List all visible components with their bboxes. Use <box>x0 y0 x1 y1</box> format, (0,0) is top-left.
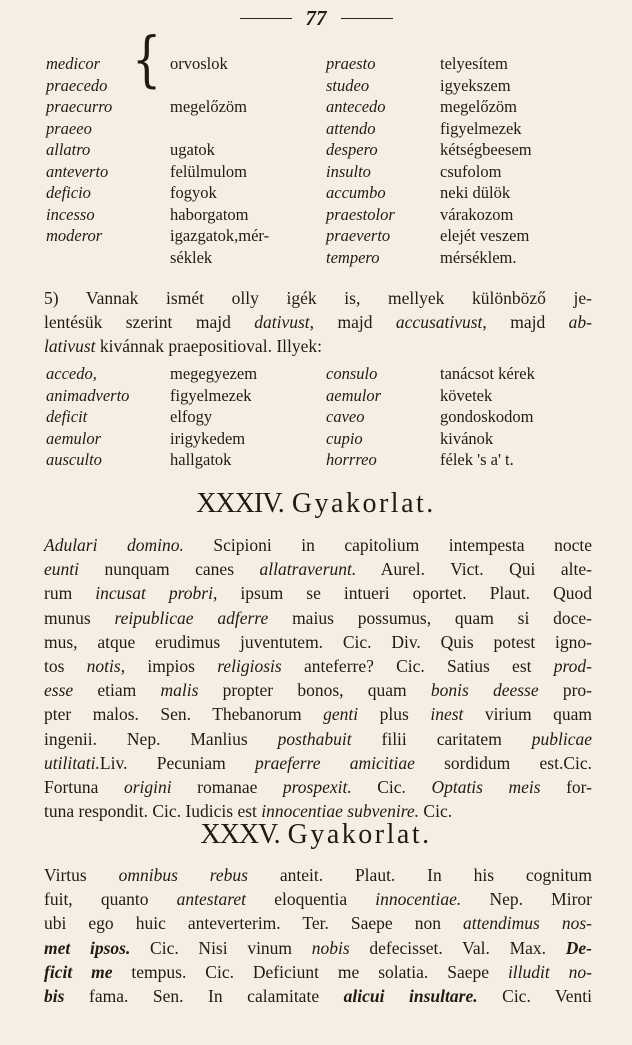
text-line: bis fama. Sen. In calamitate alicui insultare. Cic. Venti <box>44 986 592 1007</box>
latin-word: deficio <box>46 183 91 202</box>
vocab-row <box>46 386 594 408</box>
text-line: ficit me tempus. Cic. Deficiunt me solatia. Saepe illudit no- <box>44 961 593 982</box>
vocab-row <box>46 162 594 184</box>
heading-word: Gyakorlat. <box>287 819 432 850</box>
hungarian-meaning: igazgatok,mér- <box>170 226 270 245</box>
heading-word: Gyakorlat. <box>291 488 436 519</box>
vocab-row <box>46 119 594 141</box>
hungarian-meaning: mérséklem. <box>440 247 517 267</box>
latin-word: praeverto <box>326 226 391 245</box>
vocab-row <box>46 226 594 248</box>
hungarian-meaning: neki dülök <box>440 183 511 202</box>
latin-word: aemulor <box>46 428 101 448</box>
hungarian-meaning: ugatok <box>170 140 215 159</box>
text-line: lativust kivánnak praepositioval. Illyek: <box>44 336 322 357</box>
latin-word: moderor <box>46 226 103 245</box>
hungarian-meaning: hallgatok <box>170 450 232 469</box>
grouping-brace: { <box>132 23 162 94</box>
hungarian-meaning: orvoslok <box>170 54 228 73</box>
latin-word: accedo, <box>46 364 97 383</box>
hungarian-meaning: követek <box>440 385 493 405</box>
text-line: munus reipublicae adferre maius possumus, quam si doce- <box>44 607 592 628</box>
hungarian-meaning: megegyezem <box>170 364 258 383</box>
latin-word: cupio <box>326 428 363 448</box>
latin-word: tempero <box>326 247 380 267</box>
page-header <box>0 6 632 31</box>
latin-word: incesso <box>46 204 95 224</box>
hungarian-meaning: elejét veszem <box>440 226 530 245</box>
latin-word: insulto <box>326 161 371 181</box>
latin-word: ausculto <box>46 450 102 469</box>
latin-word: despero <box>326 140 378 159</box>
text-line: esse etiam malis propter bonos, quam bonis deesse pro- <box>44 680 593 701</box>
vocab-row <box>46 429 594 451</box>
hungarian-meaning: kivánok <box>440 428 494 448</box>
vocab-row <box>46 407 594 429</box>
text-line: lentésük szerint majd dativust, majd accusativust, majd ab- <box>44 312 592 333</box>
hungarian-meaning: séklek <box>170 247 213 267</box>
latin-word: allatro <box>46 140 91 159</box>
latin-word: studeo <box>326 75 370 95</box>
latin-word: praecedo <box>46 75 108 95</box>
page-number: 77 <box>305 6 327 30</box>
vocab-row <box>46 450 594 472</box>
text-line: Virtus omnibus rebus anteit. Plaut. In his cognitum <box>44 865 592 885</box>
latin-word: horrreo <box>326 450 377 469</box>
section-heading-35 <box>0 819 632 851</box>
hungarian-meaning: fogyok <box>170 183 217 202</box>
vocabulary-table-top <box>46 54 594 269</box>
text-line: eunti nunquam canes allatraverunt. Aurel. Vict. Qui alte- <box>44 559 592 580</box>
hungarian-meaning: felülmulom <box>170 161 247 181</box>
text-line: tuna respondit. Cic. Iudicis est innocentiae subvenire. Cic. <box>44 801 453 822</box>
hungarian-meaning: figyelmezek <box>440 118 522 138</box>
latin-word: medicor <box>46 54 101 73</box>
latin-word: accumbo <box>326 183 386 202</box>
hungarian-meaning: telyesítem <box>440 54 508 73</box>
heading-numeral: XXXIV. <box>196 488 284 519</box>
text-line: mus, atque erudimus juventutem. Cic. Div. Quis potest igno- <box>44 631 592 652</box>
text-line: utilitati.Liv. Pecuniam praeferre amicitiae sordidum est.Cic. <box>44 752 592 773</box>
hungarian-meaning: igyekszem <box>440 75 511 95</box>
latin-word: antecedo <box>326 97 386 116</box>
latin-word: animadverto <box>46 385 130 405</box>
vocab-row <box>46 76 594 98</box>
text-line: rum incusat probri, ipsum se intueri oportet. Plaut. Quod <box>44 583 592 604</box>
hungarian-meaning: elfogy <box>170 407 213 426</box>
latin-word: praeeo <box>46 118 92 138</box>
vocab-row <box>46 248 594 270</box>
text-line: fuit, quanto antestaret eloquentia innocentiae. Nep. Miror <box>44 889 592 910</box>
text-line: met ipsos. Cic. Nisi vinum nobis defecisset. Val. Max. De- <box>44 937 592 958</box>
header-rule-left <box>240 18 292 19</box>
latin-word: deficit <box>46 407 88 426</box>
heading-numeral: XXXV. <box>200 819 280 850</box>
vocab-row <box>46 364 594 386</box>
hungarian-meaning: megelőzöm <box>440 97 517 116</box>
latin-word: praestolor <box>326 204 395 224</box>
hungarian-meaning: irigykedem <box>170 428 246 448</box>
vocab-row <box>46 54 594 76</box>
text-line: pter malos. Sen. Thebanorum genti plus inest virium quam <box>44 704 592 725</box>
hungarian-meaning: várakozom <box>440 204 514 224</box>
latin-word: anteverto <box>46 161 109 181</box>
vocab-row <box>46 97 594 119</box>
latin-word: consulo <box>326 364 378 383</box>
section-heading-34 <box>0 488 632 520</box>
text-line: 5) Vannak ismét olly igék is, mellyek különböző je- <box>44 288 592 308</box>
text-line: ingenii. Nep. Manlius posthabuit filii caritatem publicae <box>44 728 593 749</box>
hungarian-meaning: csufolom <box>440 161 502 181</box>
hungarian-meaning: figyelmezek <box>170 385 252 405</box>
latin-word: praesto <box>326 54 376 73</box>
exercise-34-text <box>44 533 592 823</box>
text-line: ubi ego huic anteverterim. Ter. Saepe non attendimus nos- <box>44 913 592 934</box>
latin-word: aemulor <box>326 385 381 405</box>
vocab-row <box>46 205 594 227</box>
latin-word: attendo <box>326 118 376 138</box>
text-line: tos notis, impios religiosis anteferre? Cic. Satius est prod- <box>44 656 592 677</box>
exercise-35-text <box>44 863 592 1008</box>
vocabulary-table-middle <box>46 364 594 472</box>
hungarian-meaning: gondoskodom <box>440 407 534 426</box>
hungarian-meaning: félek 's a' t. <box>440 450 514 469</box>
vocab-row <box>46 140 594 162</box>
hungarian-meaning: haborgatom <box>170 204 249 224</box>
vocab-row <box>46 183 594 205</box>
hungarian-meaning: megelőzöm <box>170 97 247 116</box>
hungarian-meaning: kétségbeesem <box>440 140 532 159</box>
hungarian-meaning: tanácsot kérek <box>440 364 535 383</box>
text-line: Fortuna origini romanae prospexit. Cic. Optatis meis for- <box>44 777 592 798</box>
latin-word: caveo <box>326 407 365 426</box>
text-line: Adulari domino. Scipioni in capitolium intempesta nocte <box>44 535 592 555</box>
latin-word: praecurro <box>46 97 113 116</box>
paragraph-5 <box>44 286 592 359</box>
header-rule-right <box>341 18 393 19</box>
